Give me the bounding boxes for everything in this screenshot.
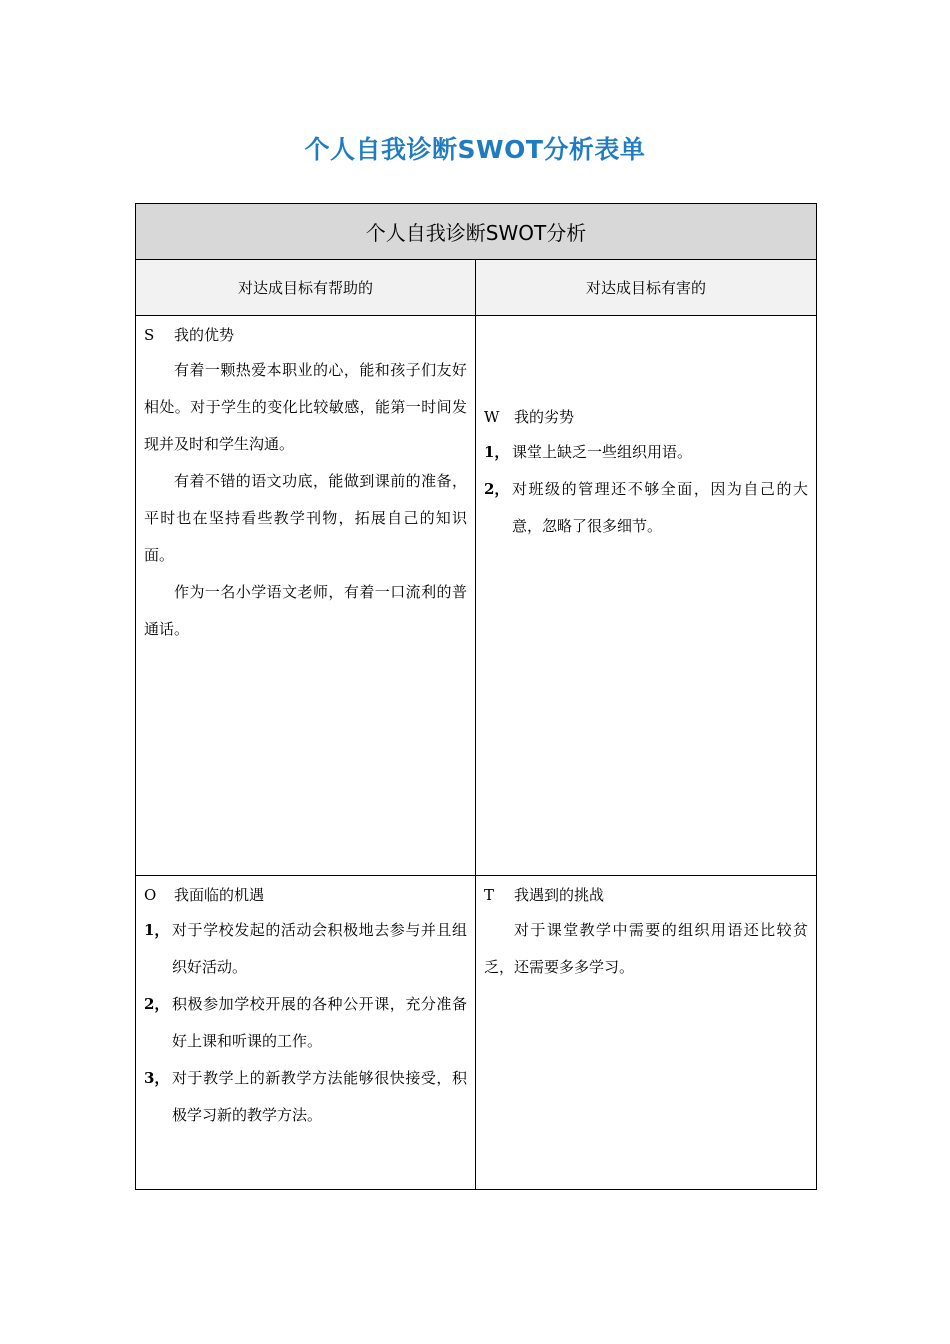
opportunities-cell (136, 876, 476, 1190)
item-text: 积极参加学校开展的各种公开课，充分准备好上课和听课的工作。 (172, 995, 467, 1050)
page-title: 个人自我诊断SWOT分析表单 (304, 135, 646, 164)
weaknesses-cell (476, 316, 817, 876)
strengths-paragraph: 作为一名小学语文老师，有着一口流利的普通话。 (144, 583, 467, 638)
item-number: 2， (144, 995, 170, 1013)
weaknesses-letter: W (484, 408, 500, 426)
list-item (484, 434, 808, 471)
threats-heading-text: 我遇到的挑战 (514, 886, 605, 904)
strengths-paragraph: 有着不错的语文功底，能做到课前的准备，平时也在坚持看些教学刊物，拓展自己的知识面。 (144, 472, 467, 564)
list-item (144, 986, 467, 1060)
threats-cell (476, 876, 817, 1190)
strengths-paragraph: 有着一颗热爱本职业的心，能和孩子们友好相处。对于学生的变化比较敏感，能第一时间发现并及时和学生沟通。 (144, 361, 467, 453)
opportunities-letter: O (144, 886, 157, 904)
item-text: 对于教学上的新教学方法能够很快接受，积极学习新的教学方法。 (172, 1069, 467, 1124)
swot-table (135, 203, 817, 1190)
threats-paragraph: 对于课堂教学中需要的组织用语还比较贫乏，还需要多多学习。 (484, 921, 808, 976)
threats-letter: T (484, 886, 495, 904)
strengths-heading (144, 322, 467, 348)
item-text: 对于学校发起的活动会积极地去参与并且组织好活动。 (172, 921, 467, 976)
list-item (144, 912, 467, 986)
threats-heading (484, 882, 808, 908)
opportunities-heading (144, 882, 467, 908)
strengths-cell (136, 316, 476, 876)
item-number: 1， (144, 921, 170, 939)
strengths-letter: S (144, 326, 155, 344)
item-text: 对班级的管理还不够全面，因为自己的大意，忽略了很多细节。 (512, 480, 808, 535)
column-helpful: 对达成目标有帮助的 (136, 260, 476, 316)
list-item (144, 1060, 467, 1134)
item-number: 3， (144, 1069, 170, 1087)
item-number: 1， (484, 443, 510, 461)
weaknesses-heading (484, 404, 808, 430)
item-number: 2， (484, 480, 510, 498)
column-harmful: 对达成目标有害的 (476, 260, 817, 316)
opportunities-heading-text: 我面临的机遇 (174, 886, 265, 904)
strengths-heading-text: 我的优势 (174, 326, 235, 344)
list-item (484, 471, 808, 545)
weaknesses-heading-text: 我的劣势 (514, 408, 575, 426)
table-header: 个人自我诊断SWOT分析 (136, 204, 817, 260)
item-text: 课堂上缺乏一些组织用语。 (512, 443, 693, 461)
